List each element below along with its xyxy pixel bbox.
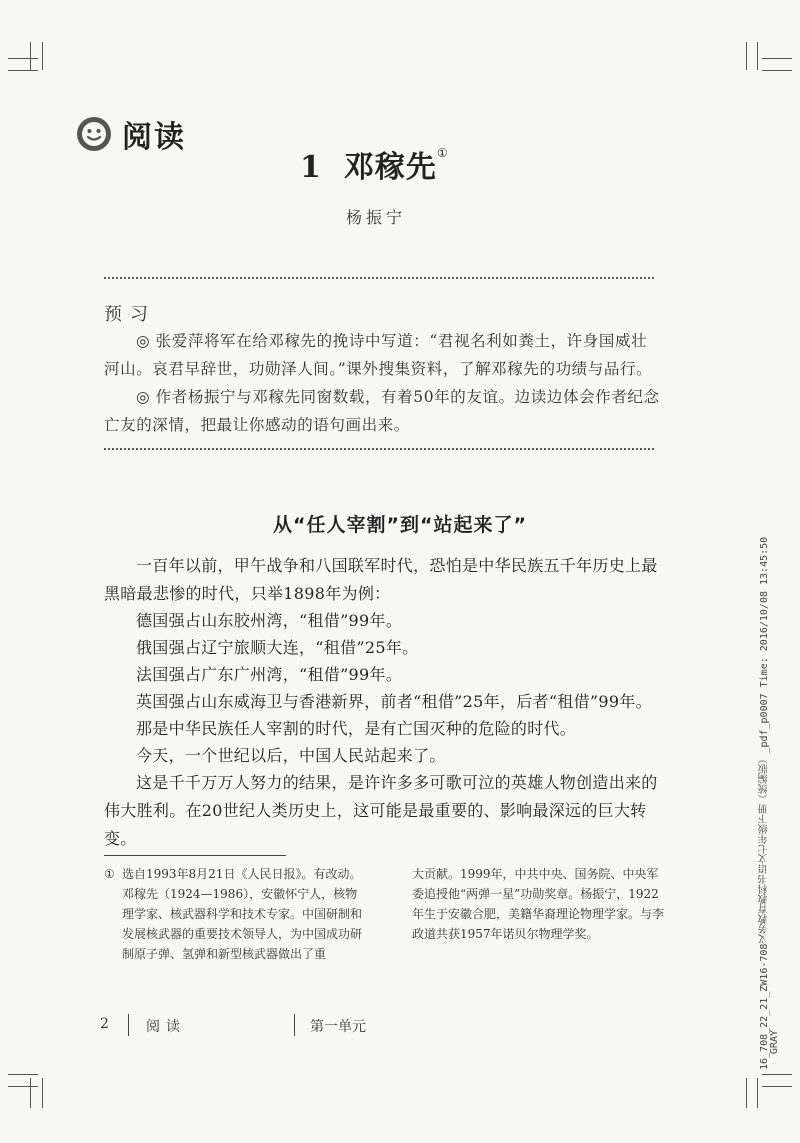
paragraph: 法国强占广东广州湾，“租借”99年。 bbox=[136, 665, 403, 684]
crop-mark bbox=[8, 58, 38, 59]
lesson-title bbox=[300, 142, 449, 186]
paragraph: 英国强占山东威海卫与香港新界，前者“租借”25年，后者“租借”99年。 bbox=[136, 692, 652, 711]
crop-mark bbox=[757, 42, 758, 70]
color-tag: GRAY bbox=[769, 1030, 780, 1055]
crop-mark bbox=[762, 1086, 792, 1087]
paragraph: 这是千千万万人努力的结果，是许许多多可歌可泣的英雄人物创造出来的伟大胜利。在20世纪人类历史上，这可能是最重要的、影响最深远的巨大转变。 bbox=[104, 773, 658, 848]
page-number: 2 bbox=[100, 1016, 109, 1032]
divider-dotted bbox=[104, 448, 654, 450]
footnote-rule bbox=[104, 855, 286, 856]
crop-mark bbox=[762, 58, 792, 59]
smiley-face-icon bbox=[76, 116, 112, 152]
crop-mark bbox=[8, 1086, 38, 1087]
crop-mark bbox=[762, 70, 792, 71]
crop-mark bbox=[30, 42, 31, 70]
preview-heading: 预习 bbox=[104, 304, 156, 325]
crop-mark bbox=[746, 42, 747, 70]
paragraph: 一百年以前，甲午战争和八国联军时代，恐怕是中华民族五千年历史上最黑暗最悲惨的时代，只举1898年为例： bbox=[104, 556, 658, 603]
crop-mark bbox=[30, 1078, 31, 1108]
crop-mark bbox=[746, 1078, 747, 1108]
paragraph: 那是中华民族任人宰割的时代，是有亡国灭种的危险的时代。 bbox=[136, 719, 577, 738]
footer-divider bbox=[294, 1014, 295, 1036]
crop-mark bbox=[8, 70, 38, 71]
footnote-mark: ① bbox=[104, 867, 115, 881]
crop-mark bbox=[42, 1078, 43, 1108]
lesson-number: 1 bbox=[300, 150, 322, 185]
preview-item: ◎ 张爱萍将军在给邓稼先的挽诗中写道：“君视名利如粪土，许身国威壮河山。哀君早辞世，功勋泽人间。”课外搜集资料，了解邓稼先的功绩与品行。 bbox=[104, 332, 653, 378]
preview-item: ◎ 作者杨振宁与邓稼先同窗数载，有着50年的友谊。边读边体会作者纪念亡友的深情，把最让你感动的语句画出来。 bbox=[104, 388, 660, 434]
paragraph: 俄国强占辽宁旅顺大连，“租借”25年。 bbox=[136, 638, 419, 657]
crop-mark bbox=[42, 42, 43, 70]
paragraph: 德国强占山东胶州湾，“租借”99年。 bbox=[136, 611, 403, 630]
footnote-text: 选自1993年8月21日《人民日报》。有改动。邓稼先（1924—1986），安徽怀宁人，核物理学家、核武器科学和技术专家。中国研制和发展核武器的重要技术领导人，为中国成功研制原子弹、氢弹和新型核武器做出了重 bbox=[122, 867, 363, 961]
article-subtitle: 从“任人宰割”到“站起来了” bbox=[273, 514, 527, 536]
divider-dotted bbox=[104, 277, 654, 279]
crop-mark bbox=[762, 1074, 792, 1075]
print-slug: 16_708_22_21_ZW16-708义务教育教科书语文七年级下册（统编版）_pdf_p0007 Time: 2016/10/08 13:45:50 bbox=[759, 536, 770, 1070]
lesson-title-text: 邓稼先 bbox=[343, 150, 437, 185]
footnote-right: 大贡献。1999年，中共中央、国务院、中央军委追授他“两弹一星”功勋奖章。杨振宁，1922年生于安徽合肥，美籍华裔理论物理学家。与李政道共获1957年诺贝尔物理学奖。 bbox=[412, 867, 665, 941]
footer-divider bbox=[128, 1014, 129, 1036]
footnote-left bbox=[104, 864, 366, 964]
footer-section: 阅读 bbox=[146, 1019, 186, 1035]
paragraph: 今天，一个世纪以后，中国人民站起来了。 bbox=[136, 746, 446, 765]
section-header bbox=[76, 112, 186, 156]
section-label: 阅读 bbox=[122, 120, 186, 155]
crop-mark bbox=[8, 1074, 38, 1075]
author-name: 杨振宁 bbox=[346, 208, 407, 227]
crop-mark bbox=[757, 1078, 758, 1108]
footer-unit: 第一单元 bbox=[310, 1019, 366, 1035]
footnote-marker: ① bbox=[436, 146, 449, 160]
